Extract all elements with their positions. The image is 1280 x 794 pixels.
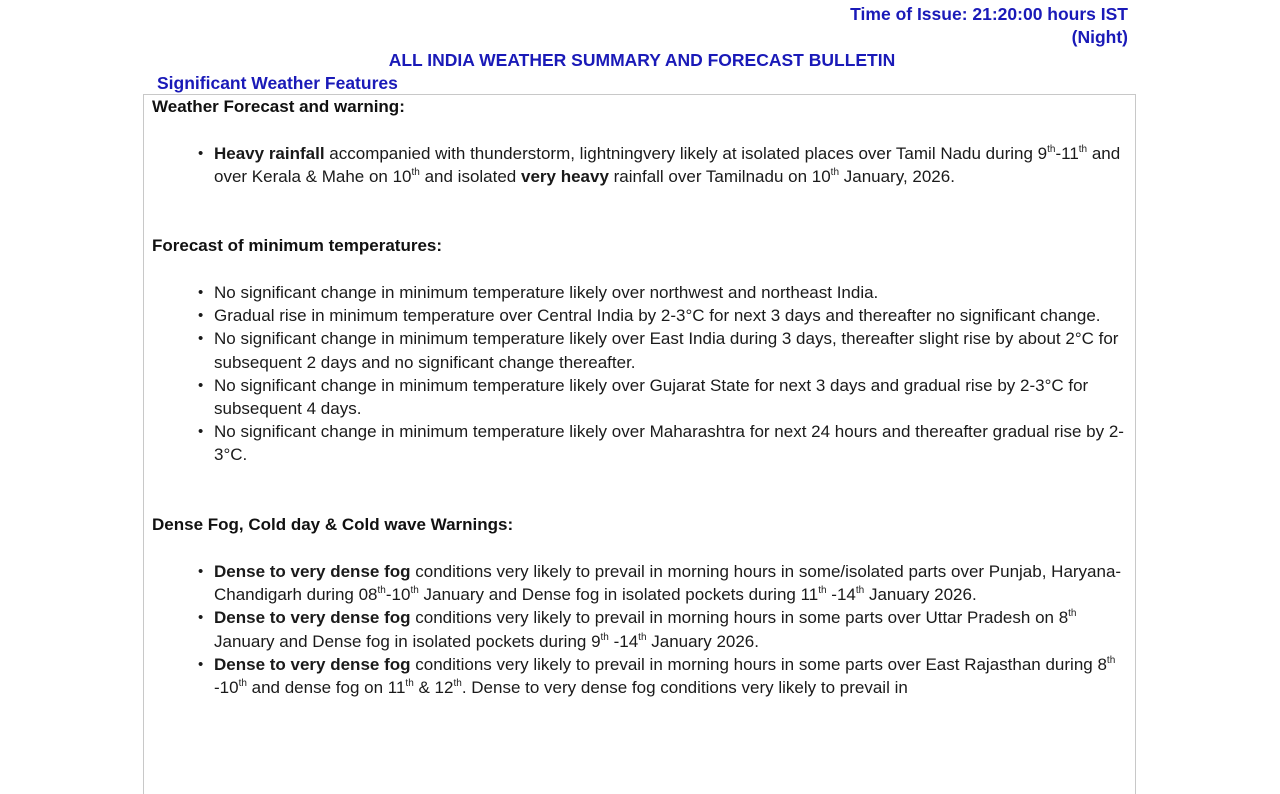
list-item (0, 653, 1130, 699)
superscript: th (453, 678, 462, 690)
text: and dense fog on 11 (246, 678, 406, 698)
superscript: th (1106, 654, 1116, 666)
section-subtitle: Significant Weather Features (157, 73, 398, 93)
superscript: th (405, 678, 414, 690)
section-heading-fog-cold-warnings: Dense Fog, Cold day & Cold wave Warnings: (152, 515, 514, 534)
bullet-icon: • (198, 284, 204, 301)
text: No significant change in minimum temperature likely over Maharashtra for next 24 hours and thereafter gradual rise by 2-3°C. (214, 422, 1124, 465)
text: . Dense to very dense fog conditions very likely to prevail in (461, 678, 908, 698)
text: accompanied with thunderstorm, lightningvery likely at isolated places over Tamil Nadu during 9 (324, 144, 1048, 163)
list-item (0, 327, 1130, 373)
bullet-icon: • (198, 563, 204, 580)
list-item (0, 560, 1130, 606)
text: conditions very likely to prevail in morning hours in some parts over Uttar Pradesh on 8 (410, 608, 1069, 628)
text: No significant change in minimum temperature likely over East India during 3 days, thereafter slight rise by about 2°C for subsequent 2 days and no significant change thereafter. (214, 329, 1119, 372)
superscript: th (377, 585, 386, 597)
bullet-icon: • (198, 145, 204, 162)
list-item (0, 374, 1130, 420)
superscript: th (410, 585, 419, 597)
text: & 12 (413, 678, 454, 698)
bulletin-title: ALL INDIA WEATHER SUMMARY AND FORECAST BULLETIN (388, 50, 896, 70)
bullet-icon: • (198, 330, 204, 348)
text: rainfall over Tamilnadu on 10 (608, 167, 831, 187)
section-heading-min-temperature: Forecast of minimum temperatures: (152, 236, 443, 255)
text: conditions very likely to prevail in morning hours in some parts over East Rajasthan during 8 (410, 654, 1107, 674)
text: January 2026. (864, 585, 977, 605)
superscript: th (1078, 144, 1088, 155)
text: -14 (826, 585, 856, 605)
superscript: th (638, 631, 647, 643)
text: -10 (214, 678, 239, 698)
superscript: th (830, 167, 840, 179)
text: conditions very likely to prevail in morning hours in some/isolated parts over Punjab, Haryana-Chandigarh during 08 (214, 562, 1122, 605)
time-of-issue: Time of Issue: 21:20:00 hours IST (850, 4, 1128, 24)
text: Gradual rise in minimum temperature over Central India by 2-3°C for next 3 days and thereafter no significant change. (214, 306, 1101, 326)
list-item (0, 281, 1130, 304)
text: and isolated (419, 167, 521, 187)
section-heading-weather-forecast: Weather Forecast and warning: (152, 97, 405, 116)
text: No significant change in minimum temperature likely over Gujarat State for next 3 days and gradual rise by 2-3°C for subsequent 4 days. (214, 375, 1089, 419)
text: January, 2026. (839, 167, 955, 187)
list-item (0, 142, 1130, 188)
text: January and Dense fog in isolated pockets during 9 (214, 631, 601, 651)
emphasis-text: very heavy (521, 167, 609, 187)
bullet-icon: • (198, 609, 204, 627)
text: -14 (608, 631, 639, 651)
emphasis-text: Heavy rainfall (214, 144, 325, 163)
text: January 2026. (646, 631, 759, 651)
superscript: th (1068, 608, 1077, 620)
text: -10 (385, 585, 411, 605)
emphasis-text: Dense to very dense fog (214, 654, 411, 674)
text: No significant change in minimum temperature likely over northwest and northeast India. (214, 283, 879, 302)
superscript: th (1047, 144, 1056, 155)
list-item (0, 420, 1130, 466)
text: January and Dense fog in isolated pockets during 11 (418, 585, 819, 605)
superscript: th (855, 585, 865, 597)
list-item (0, 606, 1130, 652)
time-period: (Night) (1071, 27, 1128, 47)
issue-time-block (850, 3, 1128, 49)
text: and over Kerala & Mahe on 10 (214, 144, 1121, 187)
emphasis-text: Dense to very dense fog (214, 562, 411, 581)
bullet-icon: • (198, 376, 204, 394)
superscript: th (238, 678, 247, 690)
superscript: th (818, 585, 827, 597)
text: -11 (1055, 144, 1079, 163)
bullet-icon: • (198, 423, 204, 441)
bullet-icon: • (198, 655, 204, 673)
emphasis-text: Dense to very dense fog (214, 608, 411, 628)
superscript: th (600, 631, 609, 643)
superscript: th (411, 167, 420, 179)
list-item (0, 304, 1130, 327)
bullet-icon: • (198, 307, 204, 325)
fog-cold-warnings-list (0, 560, 1130, 699)
min-temperature-list (0, 281, 1130, 467)
weather-forecast-list (0, 142, 1130, 188)
